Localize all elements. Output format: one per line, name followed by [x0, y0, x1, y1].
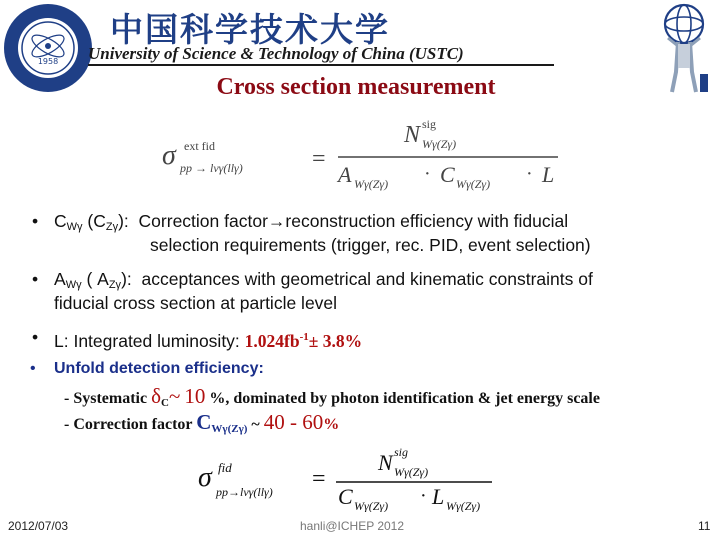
- university-name: University of Science & Technology of China (USTC): [88, 44, 464, 63]
- systematic-line: [64, 384, 600, 409]
- correction-value: 40 - 60: [263, 410, 324, 434]
- delta-symbol: δ: [151, 384, 161, 408]
- bullet-dot-icon: •: [32, 269, 39, 289]
- systematic-suffix: %, dominated by photon identification & jet energy scale: [209, 390, 600, 407]
- f1-lhs-sub: pp → lνγ(llγ): [180, 161, 243, 175]
- f2-den-L: L: [432, 484, 445, 509]
- c-sub2: Zγ: [105, 221, 119, 233]
- f1-numerator: N: [404, 122, 421, 148]
- systematic-prefix: - Systematic: [64, 390, 148, 407]
- f1-sigma: σ: [162, 140, 176, 171]
- f1-lhs-sup: ext fid: [184, 139, 215, 153]
- lumi-label: L: Integrated luminosity:: [54, 331, 240, 351]
- lumi-uncert: ± 3.8%: [308, 331, 363, 351]
- slide-title: [0, 74, 720, 101]
- f1-den-dot1: ·: [424, 163, 431, 185]
- footer-date: 2012/07/03: [8, 519, 69, 533]
- footer-center: hanli@ICHEP 2012: [300, 519, 405, 533]
- c-paren: (C: [87, 211, 106, 231]
- chinese-university-name: 中国科学技术大学: [110, 10, 390, 49]
- a-sub1: Wγ: [65, 279, 82, 291]
- formula-top: [160, 116, 560, 196]
- a-close: ):: [121, 269, 132, 289]
- f1-numerator-sub: Wγ(Zγ): [422, 137, 457, 151]
- correction-pct: %: [323, 416, 340, 433]
- f2-numerator: N: [378, 450, 393, 475]
- c-symbol: C: [54, 211, 67, 231]
- f2-lhs-sup: fid: [218, 460, 232, 475]
- systematic-value: 10: [184, 384, 206, 408]
- f1-den-A: A: [338, 162, 352, 187]
- c-text2: reconstruction efficiency with fiducial: [285, 211, 569, 231]
- f2-sigma: σ: [198, 462, 212, 493]
- a-paren: ( A: [86, 269, 109, 289]
- f1-den-C: C: [440, 162, 455, 187]
- bullet-luminosity: [32, 326, 363, 353]
- systematic-tilde: ~: [168, 384, 181, 408]
- f2-equals: =: [312, 466, 326, 492]
- f2-den-C-sub: Wγ(Zγ): [354, 499, 389, 512]
- c-sub1: Wγ: [66, 221, 83, 233]
- bullet-dot-icon: •: [32, 327, 39, 347]
- correction-tilde: ~: [251, 416, 260, 433]
- lumi-value-text: 1.024fb: [244, 331, 300, 351]
- c-close: ):: [118, 211, 129, 231]
- f1-den-C-sub: Wγ(Zγ): [456, 177, 491, 191]
- delta-sub: C: [161, 397, 169, 409]
- slide-title-text: Cross section measurement: [216, 74, 496, 100]
- f2-numerator-sup: sig: [394, 445, 409, 459]
- unfold-heading: Unfold detection efficiency:: [54, 360, 264, 377]
- correction-sub: Wγ(Zγ): [211, 423, 248, 435]
- f2-lhs-sub: pp→lνγ(llγ): [216, 485, 273, 499]
- arrow-icon: →: [267, 211, 286, 231]
- bullet-dot-icon: •: [32, 211, 39, 231]
- f2-numerator-sub: Wγ(Zγ): [394, 465, 429, 479]
- c-factor-line2: selection requirements (trigger, rec. PID, event selection): [150, 235, 591, 255]
- f2-den-dot: ·: [420, 485, 427, 507]
- correction-symbol: C: [196, 410, 212, 434]
- f1-den-dot2: ·: [526, 163, 533, 185]
- a-factor-line2: fiducial cross section at particle level: [54, 293, 338, 313]
- c-text1: Correction factor: [138, 211, 268, 231]
- correction-prefix: - Correction factor: [64, 416, 193, 433]
- unfold-dot-icon: •: [30, 360, 36, 377]
- logo-year: 1958: [37, 57, 59, 66]
- correction-line: [64, 410, 339, 435]
- f1-den-L: L: [542, 162, 555, 187]
- a-symbol: A: [54, 269, 66, 289]
- lumi-value-sup: -1: [299, 331, 309, 343]
- f1-den-A-sub: Wγ(Zγ): [354, 177, 389, 191]
- f1-equals: =: [312, 146, 326, 172]
- a-sub2: Zγ: [108, 279, 122, 291]
- page-number: 11: [698, 519, 711, 533]
- a-text1: acceptances with geometrical and kinematic constraints of: [141, 269, 593, 289]
- f2-den-L-sub: Wγ(Zγ): [446, 499, 481, 512]
- lumi-value: [245, 331, 362, 351]
- header-underline: [88, 64, 554, 66]
- f2-den-C: C: [338, 484, 353, 509]
- formula-bottom: [196, 442, 496, 512]
- f1-numerator-sup: sig: [422, 117, 437, 131]
